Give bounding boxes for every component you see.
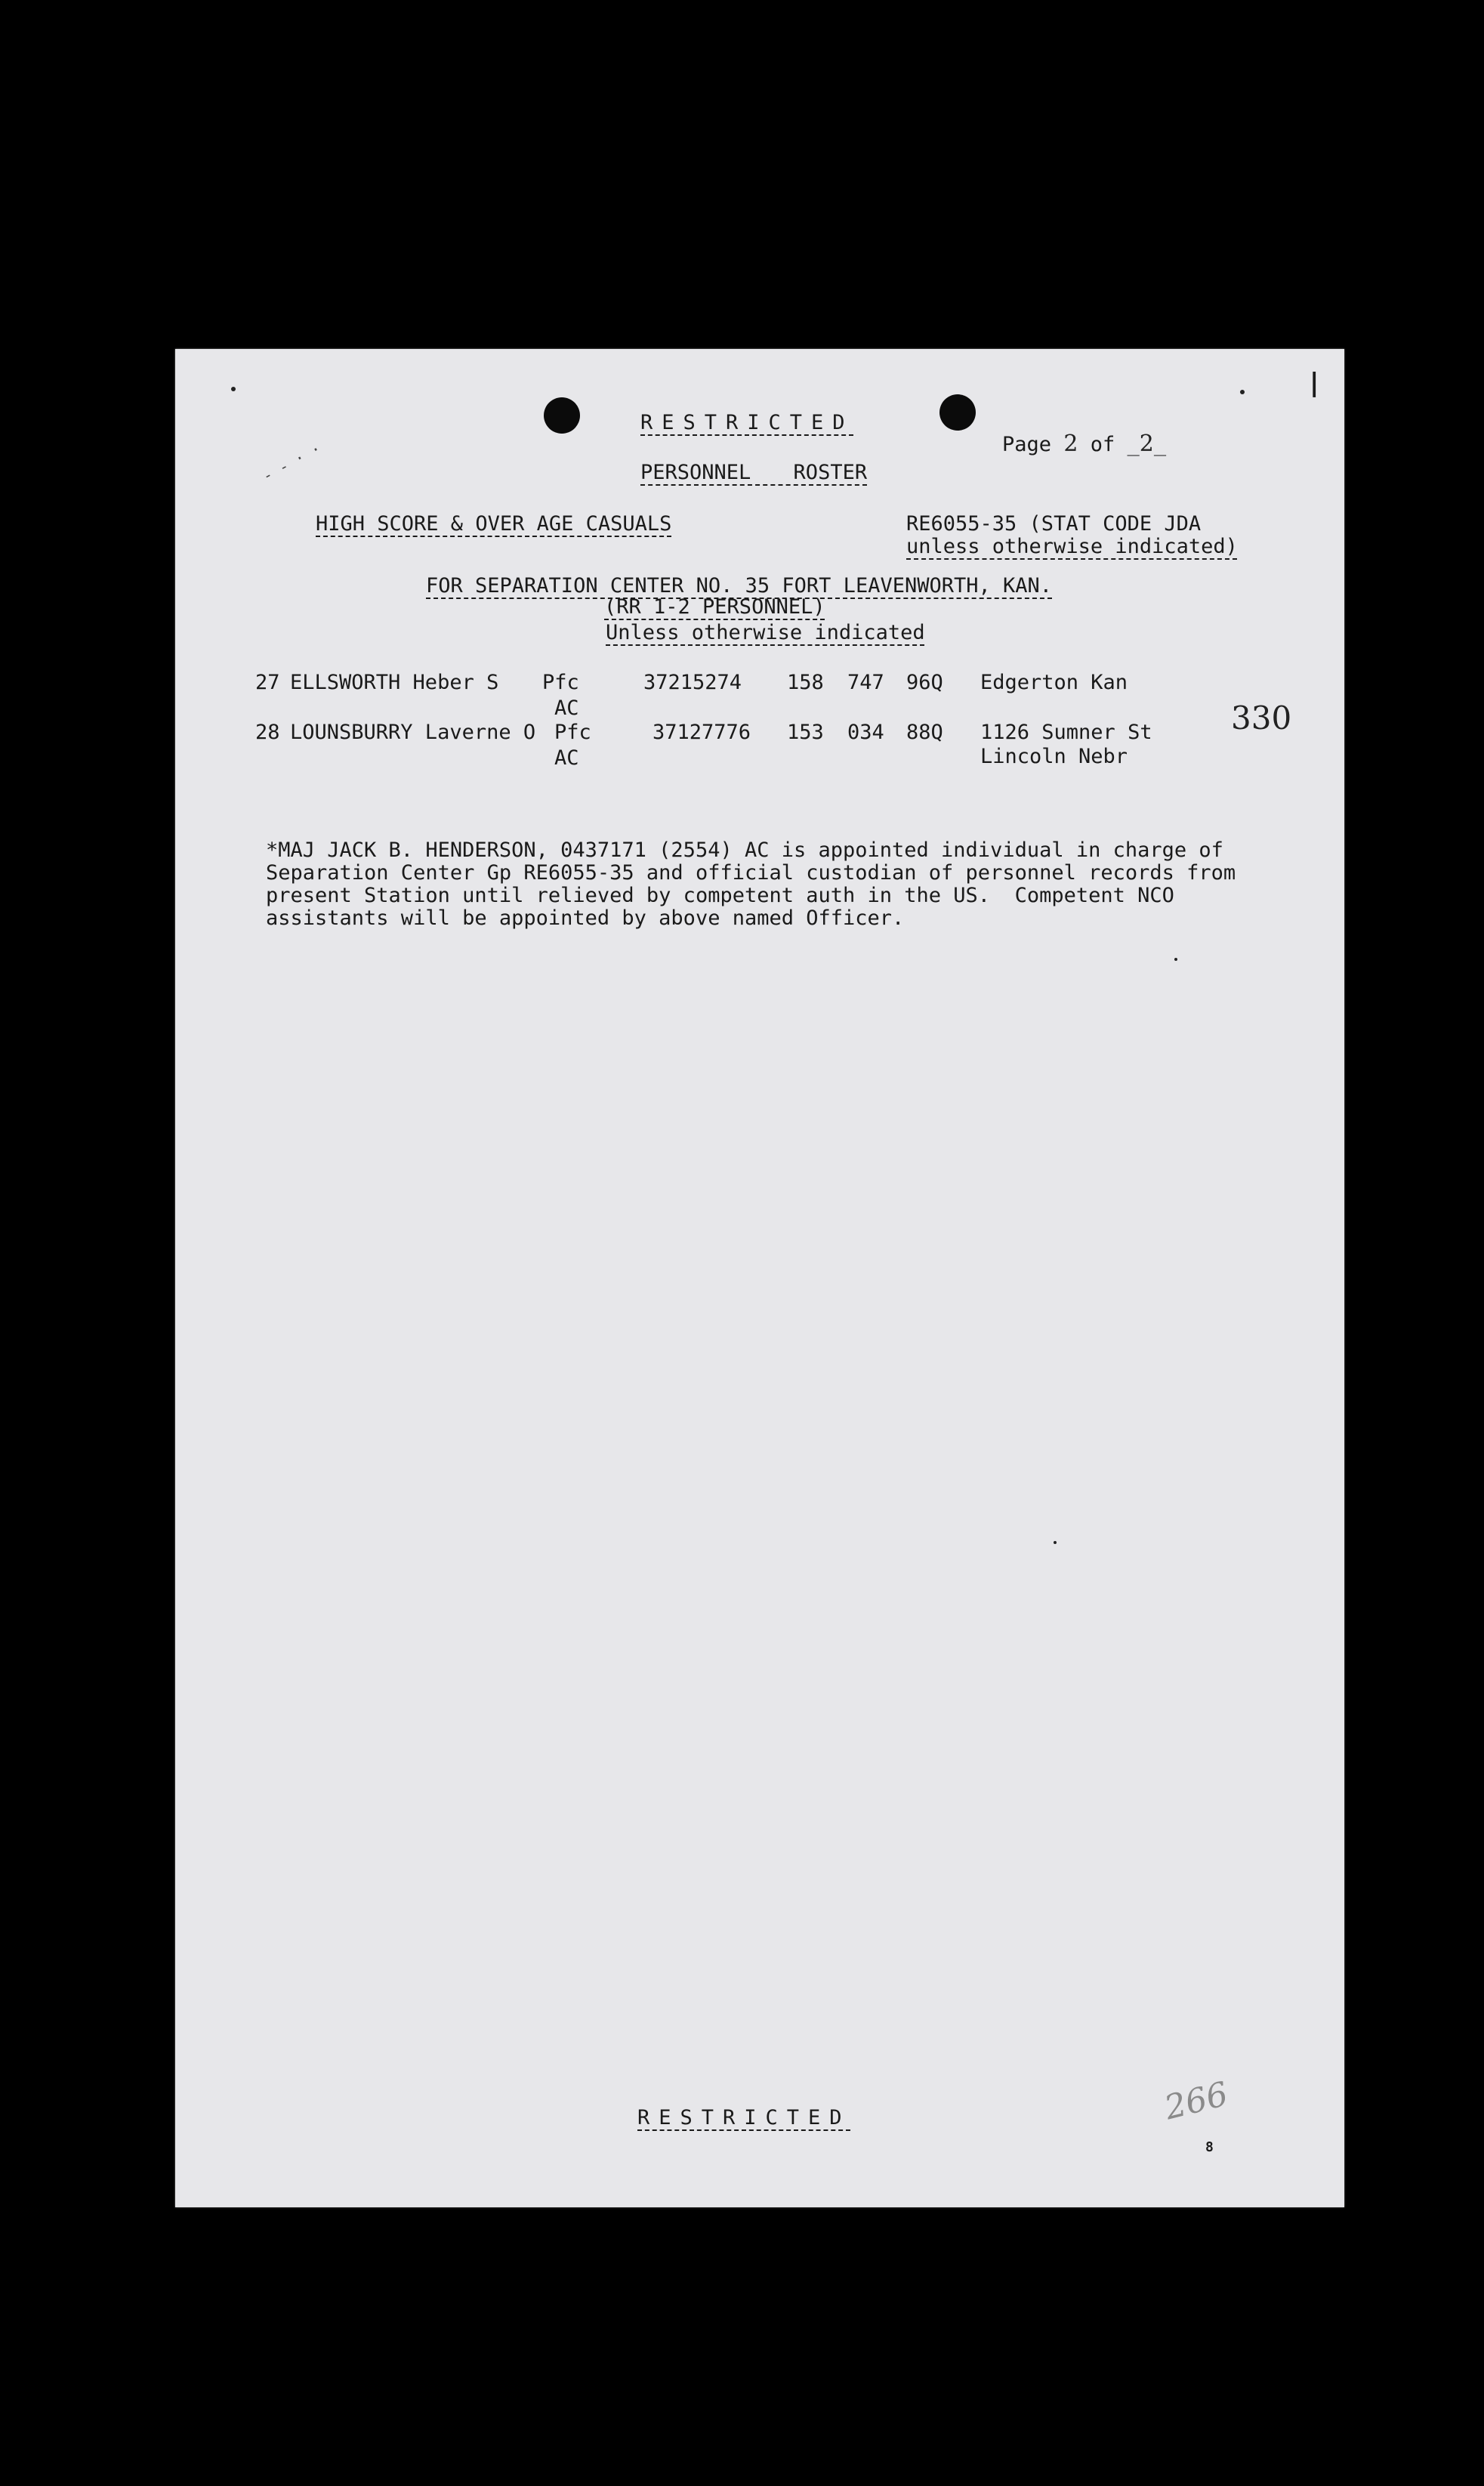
group-title: HIGH SCORE & OVER AGE CASUALS (316, 512, 672, 536)
speck (1174, 958, 1177, 961)
roster-number: 27 (255, 671, 280, 694)
note-line: *MAJ JACK B. HENDERSON, 0437171 (2554) AC is appointed individual in charge of (266, 838, 1223, 862)
roster-code-3: 96Q (906, 671, 943, 694)
roster-grade: Pfc (554, 721, 591, 744)
punch-hole-left (544, 397, 580, 434)
corner-tick-mark: | (1307, 368, 1322, 398)
page-number: 2 (1063, 431, 1078, 457)
roster-code-2: 747 (847, 671, 884, 694)
note-line: present Station until relieved by competent auth in the US. Competent NCO (266, 884, 1174, 907)
roster-address-line2: Lincoln Nebr (980, 745, 1128, 768)
note-line: Separation Center Gp RE6055-35 and official custodian of personnel records from (266, 861, 1236, 885)
destination-subtitle: (RR 1-2 PERSONNEL) (604, 595, 825, 619)
pencil-page-number: 266 (1161, 2074, 1232, 2128)
roster-serial: 37215274 (643, 671, 742, 694)
page-total: 2 (1139, 431, 1154, 457)
pen-stroke-mark: - - · · (259, 439, 324, 486)
roster-code-3: 88Q (906, 721, 943, 744)
roster-name: ELLSWORTH Heber S (290, 671, 499, 694)
roster-number: 28 (255, 721, 280, 744)
page-indicator: Page 2 of _2_ (1002, 431, 1167, 457)
header-classification: RESTRICTED (640, 411, 854, 434)
margin-handwritten-number: 330 (1231, 699, 1292, 737)
speck (231, 387, 236, 391)
roster-address-line1: Edgerton Kan (980, 671, 1128, 694)
note-line: assistants will be appointed by above named Officer. (266, 906, 905, 930)
speck (1240, 390, 1245, 394)
roster-address-line1: 1126 Sumner St (980, 721, 1152, 744)
reference-note: unless otherwise indicated) (906, 535, 1238, 558)
roster-name: LOUNSBURRY Laverne O (290, 721, 536, 744)
roster-branch: AC (554, 746, 579, 770)
roster-code-1: 158 (787, 671, 824, 694)
speck (1054, 1541, 1057, 1544)
roster-title: PERSONNEL ROSTER (640, 461, 868, 484)
roster-code-1: 153 (787, 721, 824, 744)
corner-mark: 8 (1205, 2139, 1214, 2155)
destination-note: Unless otherwise indicated (606, 621, 925, 644)
page-label: Page (1002, 433, 1052, 456)
document-page (175, 349, 1344, 2207)
footer-classification: RESTRICTED (637, 2106, 851, 2129)
roster-serial: 37127776 (653, 721, 751, 744)
roster-code-2: 034 (847, 721, 884, 744)
reference-code: RE6055-35 (STAT CODE JDA (906, 512, 1202, 536)
roster-grade: Pfc (542, 671, 579, 694)
page-of-label: of (1090, 433, 1115, 456)
roster-branch: AC (554, 696, 579, 720)
destination-title: FOR SEPARATION CENTER NO. 35 FORT LEAVENWORTH, KAN. (426, 574, 1053, 598)
